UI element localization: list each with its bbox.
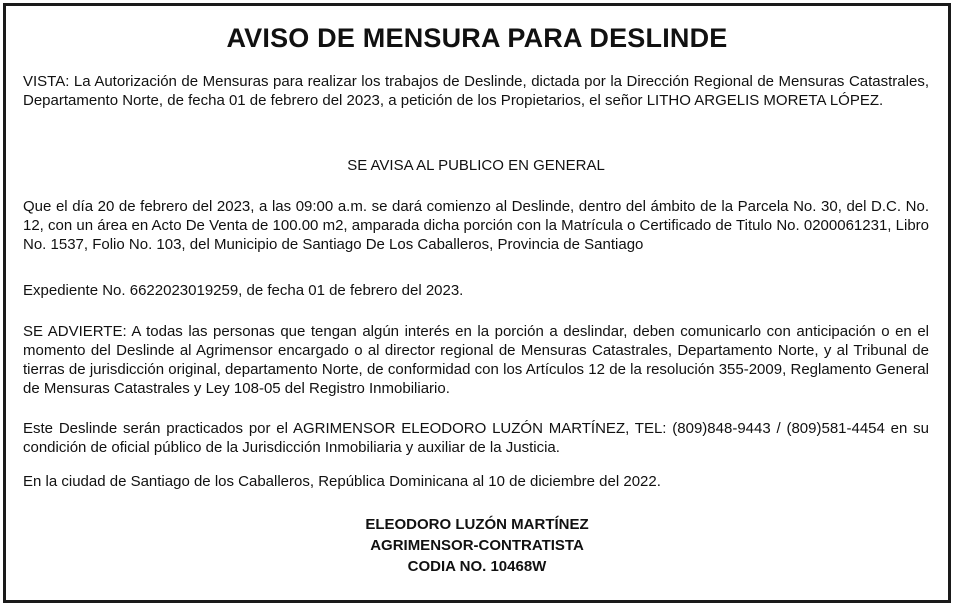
expediente-paragraph: Expediente No. 6622023019259, de fecha 01 de febrero del 2023.	[23, 282, 464, 299]
notice-box	[3, 3, 951, 603]
deslinde-paragraph: Que el día 20 de febrero del 2023, a las 09:00 a.m. se dará comienzo al Deslinde, dentro del ámbito de la Parcela No. 30, del D.C. No. 12, con un área en Acto De Venta de 100.00 m2, amparada dicha porción con la Matrícula o Certificado de Titulo No. 0200061231, Libro No. 1537, Folio No. 103, del Municipio de Santiago De Los Caballeros, Provincia de Santiago	[23, 198, 929, 253]
notice-title: AVISO DE MENSURA PARA DESLINDE	[226, 23, 728, 53]
practicados-paragraph: Este Deslinde serán practicados por el AGRIMENSOR ELEODORO LUZÓN MARTÍNEZ, TEL: (809)848-9443 / (809)581-4454 en su condición de oficial público de la Jurisdicción Inmobiliaria y auxiliar de la Justicia.	[23, 420, 929, 456]
signature-role: AGRIMENSOR-CONTRATISTA	[370, 537, 584, 554]
se-advierte-paragraph: SE ADVIERTE: A todas las personas que tengan algún interés en la porción a deslindar, deben comunicarlo con anticipación o en el momento del Deslinde al Agrimensor encargado o al director regional de Mensuras Catastrales, Departamento Norte, y al Tribunal de tierras de jurisdicción original, departamento Norte, de conformidad con los Artículos 12 de la resolución 355-2009, Reglamento General de Mensuras Catastrales y Ley 108-05 del Registro Inmobiliario.	[23, 323, 929, 397]
signature-codia: CODIA NO. 10468W	[407, 558, 547, 575]
ciudad-paragraph: En la ciudad de Santiago de los Caballeros, República Dominicana al 10 de diciembre del 2022.	[23, 473, 661, 490]
se-avisa-heading: SE AVISA AL PUBLICO EN GENERAL	[347, 157, 605, 174]
vista-paragraph: VISTA: La Autorización de Mensuras para realizar los trabajos de Deslinde, dictada por la Dirección Regional de Mensuras Catastrales, Departamento Norte, de fecha 01 de febrero del 2023, a petición de los Propietarios, el señor LITHO ARGELIS MORETA LÓPEZ.	[23, 73, 929, 109]
signature-name: ELEODORO LUZÓN MARTÍNEZ	[365, 516, 589, 533]
